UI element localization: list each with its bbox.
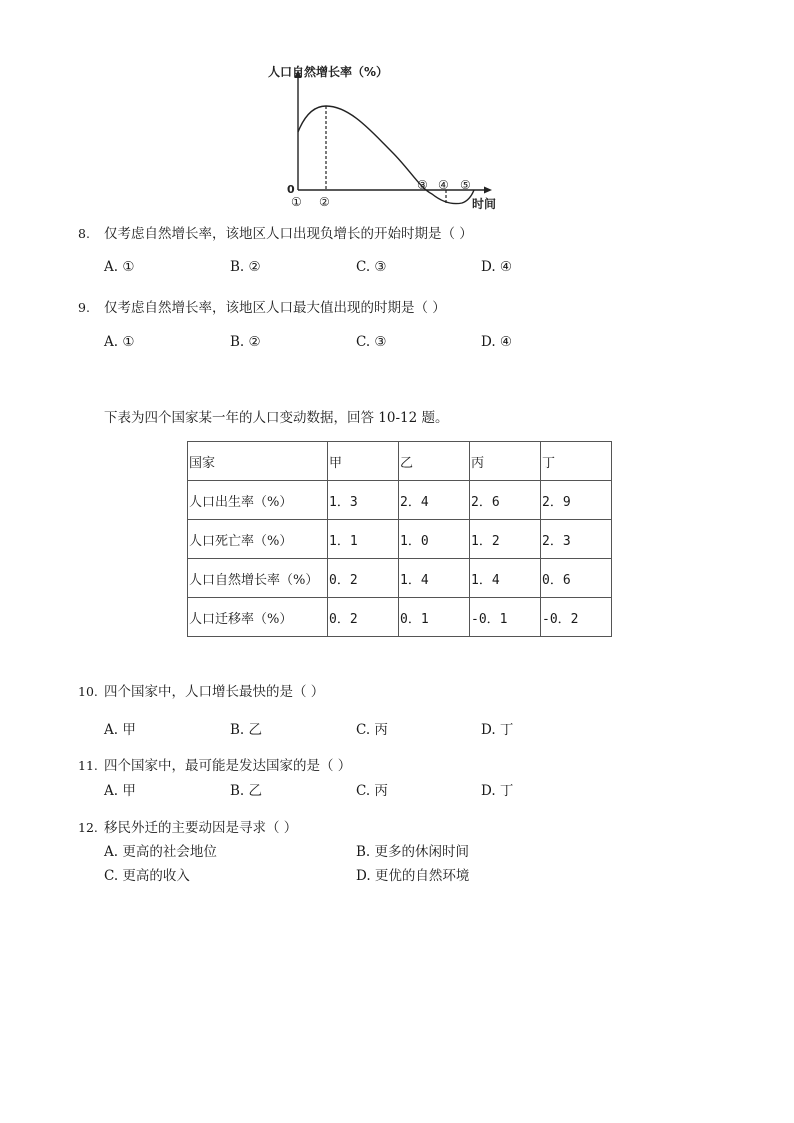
question-10-option-b[interactable]: B. 乙 xyxy=(230,722,263,738)
question-12-option-b[interactable]: B. 更多的休闲时间 xyxy=(356,844,470,860)
table-cell: 0．2 xyxy=(328,598,399,637)
natural-growth-rate-graph xyxy=(262,62,512,214)
table-cell: 2．6 xyxy=(470,481,541,520)
question-9-option-d[interactable]: D. ④ xyxy=(481,334,513,350)
table-cell: 1．4 xyxy=(399,559,470,598)
question-8-text: 仅考虑自然增长率，该地区人口出现负增长的开始时期是（ ） xyxy=(104,226,473,242)
question-11-option-c[interactable]: C. 丙 xyxy=(356,783,388,799)
question-12-text: 移民外迁的主要动因是寻求（ ） xyxy=(104,820,298,836)
question-8-number: 8. xyxy=(78,226,90,241)
table-row xyxy=(188,520,612,559)
x-axis-label: 时间 xyxy=(472,197,497,211)
point-label-2: ② xyxy=(319,195,330,209)
table-row-label: 人口迁移率（%） xyxy=(188,598,328,637)
question-8-option-a[interactable]: A. ① xyxy=(104,259,135,275)
population-change-table xyxy=(187,441,612,637)
point-label-3: ③ xyxy=(417,178,428,192)
table-cell: 0．2 xyxy=(328,559,399,598)
question-8-option-b[interactable]: B. ② xyxy=(230,259,261,275)
question-12-option-a[interactable]: A. 更高的社会地位 xyxy=(104,844,217,860)
table-header-ding: 丁 xyxy=(541,442,612,481)
table-cell: 2．3 xyxy=(541,520,612,559)
question-10-option-c[interactable]: C. 丙 xyxy=(356,722,388,738)
question-11-option-b[interactable]: B. 乙 xyxy=(230,783,263,799)
table-cell: 1．1 xyxy=(328,520,399,559)
table-cell: -0．1 xyxy=(470,598,541,637)
table-cell: 1．4 xyxy=(470,559,541,598)
question-10-option-a[interactable]: A. 甲 xyxy=(104,722,136,738)
growth-curve-svg xyxy=(262,62,512,214)
question-10-text: 四个国家中，人口增长最快的是（ ） xyxy=(104,684,325,700)
table-cell: 0．6 xyxy=(541,559,612,598)
table-header-jia: 甲 xyxy=(328,442,399,481)
table-row xyxy=(188,598,612,637)
table-cell: 1．2 xyxy=(470,520,541,559)
question-9-number: 9. xyxy=(78,300,90,315)
question-9-option-c[interactable]: C. ③ xyxy=(356,334,387,350)
table-header-yi: 乙 xyxy=(399,442,470,481)
question-9-option-b[interactable]: B. ② xyxy=(230,334,261,350)
table-row-label: 人口自然增长率（%） xyxy=(188,559,328,598)
point-label-1: ① xyxy=(291,195,302,209)
table-cell: 2．9 xyxy=(541,481,612,520)
table-header-bing: 丙 xyxy=(470,442,541,481)
origin-label: 0 xyxy=(287,183,295,196)
x-axis-arrow xyxy=(484,187,492,194)
question-10-number: 10. xyxy=(78,684,98,699)
question-11-option-d[interactable]: D. 丁 xyxy=(481,783,514,799)
question-9-text: 仅考虑自然增长率，该地区人口最大值出现的时期是（ ） xyxy=(104,300,446,316)
table-row-label: 人口死亡率（%） xyxy=(188,520,328,559)
table-row xyxy=(188,559,612,598)
table-row xyxy=(188,481,612,520)
question-11-text: 四个国家中，最可能是发达国家的是（ ） xyxy=(104,758,352,774)
table-header-country: 国家 xyxy=(188,442,328,481)
y-axis-label: 人口自然增长率（%） xyxy=(268,65,389,79)
point-label-4: ④ xyxy=(438,178,449,192)
question-11-option-a[interactable]: A. 甲 xyxy=(104,783,136,799)
table-row-label: 人口出生率（%） xyxy=(188,481,328,520)
table-cell: 1．3 xyxy=(328,481,399,520)
table-intro: 下表为四个国家某一年的人口变动数据，回答 10-12 题。 xyxy=(104,410,449,426)
question-11-number: 11. xyxy=(78,758,98,773)
question-12-option-c[interactable]: C. 更高的收入 xyxy=(104,868,190,884)
table-header-row xyxy=(188,442,612,481)
table-cell: 2．4 xyxy=(399,481,470,520)
table-cell: -0．2 xyxy=(541,598,612,637)
question-10-option-d[interactable]: D. 丁 xyxy=(481,722,514,738)
table-cell: 0．1 xyxy=(399,598,470,637)
point-label-5: ⑤ xyxy=(460,178,471,192)
question-8-option-c[interactable]: C. ③ xyxy=(356,259,387,275)
question-9-option-a[interactable]: A. ① xyxy=(104,334,135,350)
question-8-option-d[interactable]: D. ④ xyxy=(481,259,513,275)
question-12-number: 12. xyxy=(78,820,98,835)
table-cell: 1．0 xyxy=(399,520,470,559)
question-12-option-d[interactable]: D. 更优的自然环境 xyxy=(356,868,470,884)
